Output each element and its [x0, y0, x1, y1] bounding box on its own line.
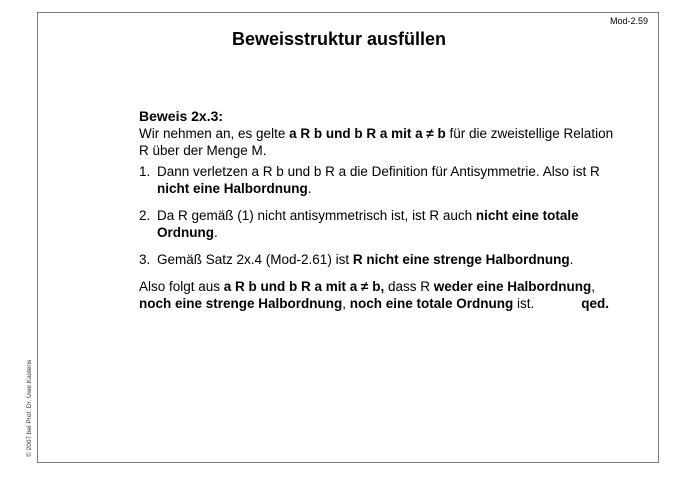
proof-intro — [139, 125, 619, 159]
step-bold: R nicht eine strenge Halbordnung — [352, 252, 570, 267]
conclusion-bold-1: a R b und b R a mit a ≠ b, — [223, 279, 385, 294]
step-end: . — [307, 181, 312, 196]
copyright-notice: © 2007 bei Prof. Dr. Uwe Kastens — [26, 359, 33, 457]
proof-heading: Beweis 2x.3: — [139, 108, 224, 124]
step-bold: nicht eine totale Ordnung — [157, 208, 579, 240]
conclusion-text-3: , — [591, 279, 596, 294]
step-end: . — [569, 252, 574, 267]
intro-text-1: Wir nehmen an, es gelte — [139, 126, 290, 141]
proof-step-2 — [139, 207, 619, 241]
conclusion-bold-3: noch eine strenge Halbordnung — [139, 296, 343, 311]
proof-body — [139, 108, 619, 312]
conclusion-bold-4: noch eine totale Ordnung — [349, 296, 514, 311]
step-number: 3. — [139, 252, 151, 267]
conclusion-text-4: , — [342, 296, 350, 311]
proof-step-3 — [139, 251, 619, 268]
qed-mark: qed. — [581, 296, 609, 311]
intro-bold-1: a R b und b R a mit a ≠ b — [289, 126, 446, 141]
step-number: 1. — [139, 164, 151, 179]
proof-step-1 — [139, 163, 619, 197]
step-bold: nicht eine Halbordnung — [157, 181, 308, 196]
conclusion-text-5: ist. — [513, 296, 535, 311]
step-end: . — [214, 225, 218, 240]
conclusion-text-2: dass R — [384, 279, 434, 294]
conclusion-text-1: Also folgt aus — [139, 279, 224, 294]
step-text: Gemäß Satz 2x.4 (Mod-2.61) ist — [157, 252, 353, 267]
conclusion-bold-2: weder eine Halbordnung — [433, 279, 592, 294]
step-text: Dann verletzen a R b und b R a die Definition für Antisymmetrie. Also ist R — [157, 164, 600, 179]
proof-steps — [139, 163, 619, 268]
slide-title: Beweisstruktur ausfüllen — [231, 29, 447, 49]
intro-text-2: für die zweistellige Relation R über der Menge M. — [139, 126, 614, 158]
step-text: Da R gemäß (1) nicht antisymmetrisch ist, ist R auch — [157, 208, 476, 223]
page-id: Mod-2.59 — [609, 16, 648, 26]
step-number: 2. — [139, 208, 151, 223]
proof-conclusion — [139, 278, 619, 312]
